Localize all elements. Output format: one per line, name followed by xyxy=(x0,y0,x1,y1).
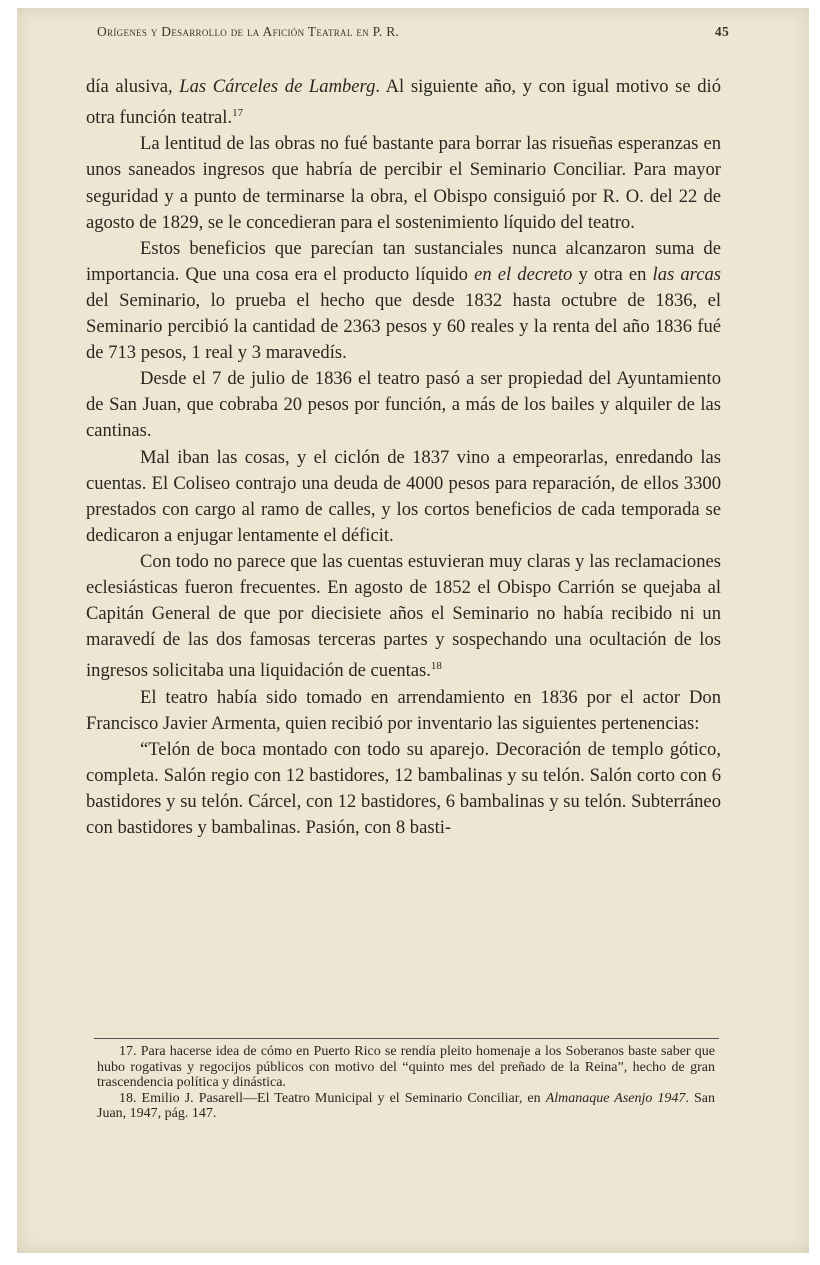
body-text xyxy=(86,74,721,841)
paragraph: Mal iban las cosas, y el ciclón de 1837 vino a empeorarlas, enredando las cuentas. El Coliseo contrajo una deuda de 4000 pesos para reparación, de ellos 3300 prestados con cargo al ramo de calles, y los cortos beneficios de cada temporada se dedicaron a enjugar lentamente el déficit. xyxy=(86,446,721,546)
footnotes xyxy=(97,1044,715,1122)
text-run: Estos beneficios que parecían tan sustanciales nunca alcanzaron suma de importancia. Que una cosa era el producto líquido xyxy=(86,237,721,285)
book-page xyxy=(17,8,809,1253)
text-run: del Seminario, lo prueba el hecho que desde 1832 hasta octubre de 1836, el Seminario percibió la cantidad de 2363 pesos y 60 reales y la renta del año 1836 fué de 713 pesos, 1 real y 3 maravedís. xyxy=(86,289,721,364)
play-title: Las Cárceles de Lamberg xyxy=(179,76,376,97)
running-header xyxy=(97,24,729,40)
text-run: día alusiva, xyxy=(86,76,180,97)
running-title: Orígenes y Desarrollo de la Afición Teatral en P. R. xyxy=(97,24,400,39)
paragraph: La lentitud de las obras no fué bastante para borrar las risueñas esperanzas en unos saneados ingresos que habría de percibir el Seminario Conciliar. Para mayor seguridad y a punto de terminarse la obra, el Obispo consiguió por R. O. del 22 de agosto de 1829, se le concedieran para el sostenimiento líquido del teatro. xyxy=(86,133,721,233)
publication-title: Almanaque Asenjo 1947 xyxy=(545,1090,686,1106)
text-run: 18. Emilio J. Pasarell—El Teatro Municipal y el Seminario Conciliar, en xyxy=(119,1090,546,1106)
paragraph: El teatro había sido tomado en arrendamiento en 1836 por el actor Don Francisco Javier Armenta, quien recibió por inventario las siguientes pertenencias: xyxy=(86,686,721,734)
emphasis: en el decreto xyxy=(474,263,573,285)
footnote-ref: 18 xyxy=(430,660,442,673)
footnote-divider xyxy=(94,1038,719,1039)
footnote: 17. Para hacerse idea de cómo en Puerto Rico se rendía pleito homenaje a los Soberanos baste saber que hubo rogativas y regocijos públicos con motivo del “quinto mes del preñado de la Reina”, hecho de gran trascendencia política y dinástica. xyxy=(97,1044,715,1091)
emphasis: las arcas xyxy=(652,263,721,285)
text-run: . San Juan, 1947, pág. 147. xyxy=(97,1090,715,1122)
footnote xyxy=(97,1091,715,1122)
text-run: y otra en xyxy=(572,263,653,285)
text-run: Con todo no parece que las cuentas estuvieran muy claras y las reclamaciones eclesiásticas fueron frecuentes. En agosto de 1852 el Obispo Carrión se quejaba al Capitán General de que por diecisiete años el Seminario no había recibido ni un maravedí de las dos famosas terceras partes y sospechando una ocultación de los ingresos solicitaba una liquidación de cuentas. xyxy=(86,550,721,682)
paragraph xyxy=(86,74,721,131)
page-number: 45 xyxy=(714,24,729,39)
paragraph xyxy=(86,236,721,366)
text-run: . Al siguiente año, y con igual motivo se dió otra función teatral. xyxy=(86,76,722,129)
paragraph: Desde el 7 de julio de 1836 el teatro pasó a ser propiedad del Ayuntamiento de San Juan, que cobraba 20 pesos por función, a más de los bailes y alquiler de las cantinas. xyxy=(86,368,721,442)
paragraph xyxy=(86,549,721,685)
paragraph: “Telón de boca montado con todo su aparejo. Decoración de templo gótico, completa. Salón regio con 12 bastidores, 12 bambalinas y su telón. Salón corto con 6 bastidores y su telón. Cárcel, con 12 bastidores, 6 bambalinas y su telón. Subterráneo con bastidores y bambalinas. Pasión, con 8 basti- xyxy=(86,738,721,838)
footnote-ref: 17 xyxy=(232,107,244,120)
